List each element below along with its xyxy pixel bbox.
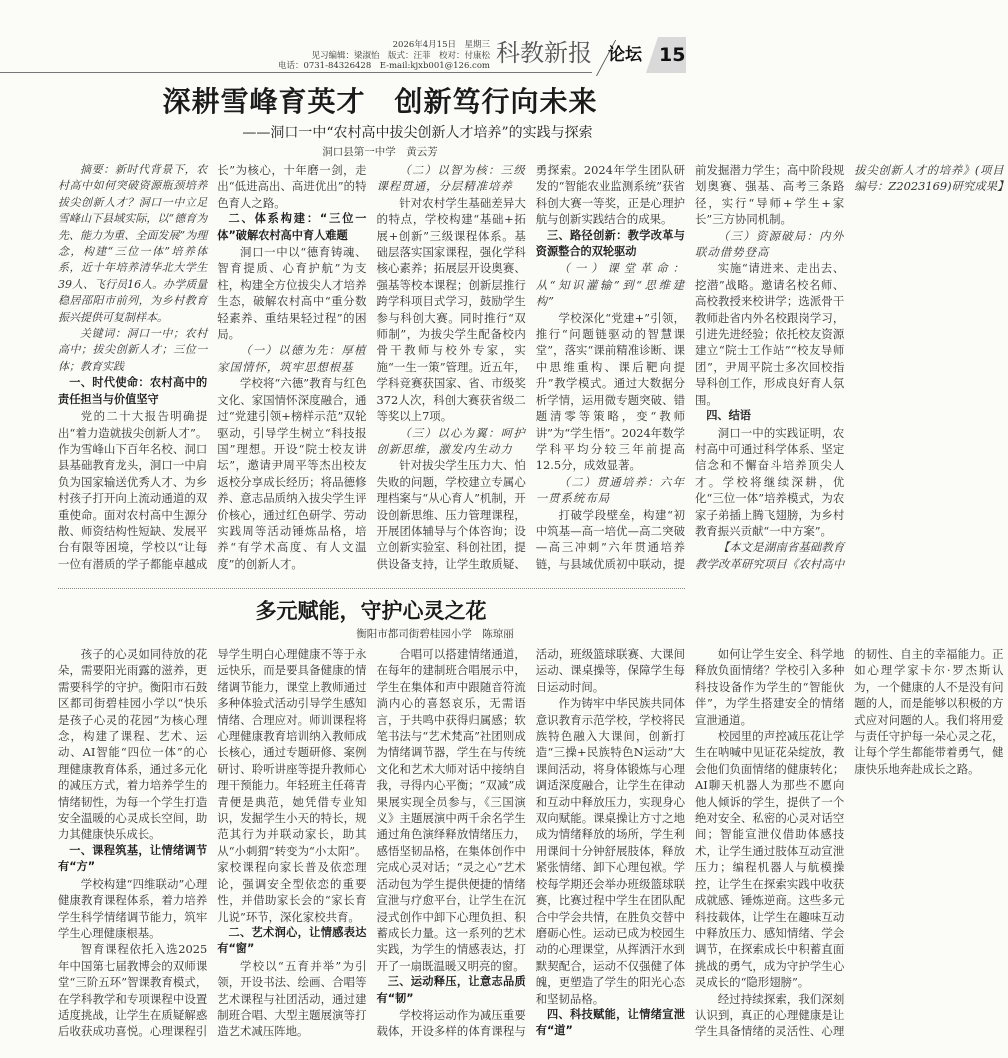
section-heading: 一、时代使命：农村高中的责任担当与价值坚守 (58, 376, 208, 406)
paragraph: 针对农村学生基础差异大的特点，学校构建“基础+拓展+创新”三级课程体系。基础层落实国家课程，强化学科核心素养；拓展层开设奥赛、强基等校本课程；创新层推行跨学科项目式学习，鼓励学生参与科创大赛。同时推行“双师制”，为拔尖学生配备校内骨干教师与校外专家，实施“一生一策”管理。近五年，学科竞赛获国家、省、市级奖372人次，科创大赛获省级二等奖以上7项。 (376, 195, 526, 424)
abstract-paragraph: 摘要：新时代背景下，农村高中如何突破资源瓶颈培养拔尖创新人才？洞口一中立足雪峰山下县域实际，以“德育为先、能力为重、全面发展”为理念，构建“三位一体”培养体系，近十年培养清华北大学生39人、飞行员16人。办学质量稳居邵阳市前列，为乡村教育振兴提供可复制样本。 (58, 163, 208, 324)
section-heading: 二、体系构建：“三位一体”破解农村高中育人难题 (217, 212, 367, 242)
newspaper-logo: 科教新报 (496, 39, 592, 67)
article1-subtitle: ——洞口一中“农村高中拔尖创新人才培养”的实践与探索 (242, 125, 593, 141)
subsection-heading: （一）课堂革命：从“知识灌输”到“思维建构” (535, 261, 685, 309)
paragraph: 校园里的声控减压花让学生在呐喊中见证花朵绽放，教会他们负面情绪的健康转化；AI聊天机器人为那些不愿向他人倾诉的学生，提供了一个绝对安全、私密的心灵对话空间；智能宣泄仪借助体感技术，让学生通过肢体互动宣泄压力；编程机器人与航模操控，让学生在探索实践中收获成就感、锤炼逆商。这些多元科技载体，让学生在趣味互动中释放压力、感知情绪、学会调节，在探索成长中积蓄直面挑战的勇气，成为守护学生心灵成长的“隐形翅膀”。 (695, 729, 845, 990)
section-heading: 一、课程筑基，让情绪调节有“方” (58, 843, 208, 874)
section-heading: 四、科技赋能，让情绪宣泄有“道” (535, 1007, 685, 1038)
subsection-heading: （三）资源破局：内外联动借势登高 (695, 228, 845, 260)
issue-date: 2026年4月15日 星期三 (392, 40, 490, 50)
paragraph: 实施“请进来、走出去、挖潜”战略。邀请名校名师、高校教授来校讲学；选派骨干教师赴省内外名校跟岗学习，引进先进经验；依托校友资源建立“院士工作站”“校友导师团”，尹周平院士多次回校指导科创工作，形成良好育人氛围。 (695, 261, 845, 407)
section-heading: 二、艺术润心，让情感表达有“窗” (217, 925, 367, 956)
paragraph: 学校将运动作为减压重要载体，开设多样的体育课程与活动，班级篮球联赛、大课间运动、课桌操等，保障学生每日运动时间。 (376, 647, 685, 1039)
subsection-heading: （一）以德为先：厚植家国情怀，筑牢思想根基 (217, 343, 367, 374)
article2-body (58, 646, 1004, 1054)
abstract-paragraph: 关键词：洞口一中；农村高中；拔尖创新人才；三位一体；教育实践 (58, 327, 208, 373)
paragraph: 洞口一中的实践证明，农村高中可通过科学体系、坚定信念和不懈奋斗培养顶尖人才。学校将继续深耕，优化“三位一体”培养模式，为农家子弟插上腾飞翅膀，为乡村教育振兴贡献“一中方案”。 (695, 425, 845, 538)
paragraph: 针对拔尖学生压力大、怕失败的问题，学校建立专属心理档案与“从心育人”机制，开设创新思维、压力管理课程，开展团体辅导与个体咨询；设立创新实验室、科创社团，提供设备支持，让学生敢质疑、勇探索。2024年学生团队研发的“智能农业监测系统”获省科创大赛一等奖，正是心理护航与创新实践结合的成果。 (376, 163, 685, 571)
header-rule (0, 72, 592, 73)
section-heading: 三、运动释压，让意志品质有“韧” (376, 975, 526, 1005)
section-heading: 四、结语 (706, 409, 751, 423)
section-heading: 三、路径创新：教学改革与资源整合的双轮驱动 (535, 228, 685, 259)
paragraph: 学校构建“四维联动”心理健康教育课程体系，着力培养学生科学情绪调节能力，筑牢学生心理健康根基。 (58, 876, 208, 940)
paragraph: 学校将“六德”教育与红色文化、家国情怀深度融合，通过“党建引领+榜样示范”双轮驱动，引导学生树立“科技报国”理想。开设“院士校友讲坛”，邀请尹周平等杰出校友返校分享成长经历；将品德修养、意志品质纳入拔尖学生评价核心，通过红色研学、劳动实践周等活动锤炼品格，培养“有学术高度、有人文温度”的创新人才。 (217, 376, 367, 571)
paragraph: 学校深化“党建+”引领，推行“问题链驱动的智慧课堂”，落实“课前精准诊断、课中思维重构、课后靶向提升”教学模式。通过大数据分析学情，运用微专题突破、错题清零等策略，变“教师讲”为“学生悟”。2024年数学学科平均分较三年前提高12.5分，成效显著。 (535, 310, 685, 473)
paragraph: 如何让学生安全、科学地释放负面情绪？学校引入多种科技设备作为学生的“智能伙伴”，为学生搭建安全的情绪宣泄通道。 (695, 647, 845, 727)
subsection-heading: （三）以心为翼：呵护创新思维，激发内生动力 (376, 425, 526, 456)
article1-body (58, 162, 1008, 582)
article2-title: 多元赋能，守护心灵之花 (255, 599, 487, 623)
paragraph: 经过持续探索，我们深刻认识到，真正的心理健康是让学生具备情绪的灵活性、心理的韧性、自主的幸福能力。正如心理学家卡尔·罗杰斯认为，一个健康的人不是没有问题的人，而是能够以积极的方式应对问题的人。我们将用爱与责任守护每一朵心灵之花，让每个学生都能带着勇气，健康快乐地奔赴成长之路。 (695, 647, 1004, 1039)
article1-title: 深耕雪峰育英才 创新笃行向未来 (162, 85, 598, 118)
contact-info: 电话：0731-84326428 E-mail:kjxb001@126.com (277, 61, 490, 71)
paragraph: 合唱可以搭建情绪通道，在每年的建制班合唱展示中，学生在集体和声中跟随音符流淌内心的喜怒哀乐，无需语言，于共鸣中获得归属感；软笔书法与“艺术梵高”社团则成为情绪调节器，学生在与传统文化和艺术大师对话中接纳自我，寻得内心平衡；“双减”成果展实现全员参与，《三国演义》主题展演中两千余名学生通过角色演绎释放情绪压力，感悟坚韧品格，在集体创作中完成心灵对话；“灵之心”艺术活动包为学生提供便捷的情绪宣泄与疗愈平台，让学生在沉浸式创作中卸下心理负担、积蓄成长力量。这一系列的艺术实践，为学生的情感表达，打开了一扇既温暖又明亮的窗。 (376, 647, 526, 973)
page-number: 15 (659, 44, 686, 66)
article1-author: 洞口县第一中学 黄云芳 (322, 146, 438, 158)
paragraph: 学校以“五育并举”为引领，开设书法、绘画、合唱等艺术课程与社团活动，通过建制班合唱、大型主题展演等打造艺术减压阵地。 (217, 958, 367, 1039)
masthead-info (250, 40, 490, 72)
subsection-heading: （二）以智为核：三级课程贯通，分层精准培养 (376, 163, 526, 194)
paragraph: 智育课程依托入选2025年中国第七届教博会的双师课堂“三阶五环”智课教育模式，在学科教学和专项课程中设置适度挑战，让学生在质疑解惑后收获成功喜悦。心理课程引导学生明白心理健康不等于永远快乐，而是要具备健康的情绪调节能力，课堂上教师通过多种体验式活动引导学生感知情绪、合理应对。师训课程将心理健康教育培训纳入教师成长核心，通过专题研修、案例研讨、聆听讲座等提升教师心理干预能力。年轻班主任蒋青青便是典范，她凭借专业知识，发掘学生小天的特长，规范其行为并联动家长，助其从“小刺猬”转变为“小太阳”。家校课程向家长普及依恋理论，强调安全型依恋的重要性，并借助家长会的“家长育儿说”环节，深化家校共育。 (58, 647, 367, 1039)
section-name: 论坛 (608, 45, 642, 65)
paragraph: 党的二十大报告明确提出“着力造就拔尖创新人才”。作为雪峰山下百年名校、洞口县基础教育龙头，洞口一中肩负为国家输送优秀人才、为乡村孩子打开向上流动通道的双重使命。面对农村高中生源分散、师资结构性短缺、发展平台有限等困境，学校以“让每一位有潜质的学子都能卓越成长”为核心，十年磨一剑，走出“低进高出、高进优出”的特色育人之路。 (58, 163, 367, 571)
subsection-heading: （二）贯通培养：六年一贯系统布局 (535, 474, 685, 506)
paragraph: 作为铸牢中华民族共同体意识教育示范学校，学校将民族特色融入大课间，创新打造“三操+民族特色N运动”大课间活动，将身体锻炼与心理调适深度融合，让学生在律动和互动中释放压力，实现身心双向赋能。课桌操让方寸之地成为情绪释放的场所，学生利用课间十分钟舒展肢体，释放紧张情绪、卸下心理包袱。学校每学期还会举办班级篮球联赛，比赛过程中学生在团队配合中学会共情，在胜负交替中磨砺心性。运动已成为校园生动的心理课堂，从挥洒汗水到默契配合，运动不仅强健了体魄，更塑造了学生的阳光心态和坚韧品格。 (535, 696, 685, 1006)
paragraph: 洞口一中以“德育铸魂、智育提质、心育护航”为支柱，构建全方位拔尖人才培养生态，破解农村高中“重分数轻素养、重结果轻过程”的困局。 (217, 245, 367, 342)
article2-author: 衡阳市都司街碧桂园小学 陈琼丽 (356, 628, 514, 640)
paragraph: 打破学段壁垒，构建“初中筑基—高一培优—高二突破—高三冲刺”六年贯通培养链，与县域优质初中联动，提前发掘潜力学生；高中阶段规划奥赛、强基、高考三条路径，实行“导师+学生+家长”三方协同机制。 (535, 163, 845, 571)
funding-note: 【本文是湖南省基础教育教学改革研究项目《农村高中拔尖创新人才的培养》(项目编号：Z2023169)研究成果】 (695, 163, 1008, 571)
editor-credits: 见习编辑：梁淑怡 版式：汪菲 校对：付康松 (311, 50, 490, 61)
article-divider (58, 588, 685, 589)
paragraph: 孩子的心灵如同待放的花朵，需要阳光雨露的滋养，更需要科学的守护。衡阳市石鼓区都司街碧桂园小学以“快乐是孩子心灵的花园”为核心理念，构建了课程、艺术、运动、AI智能“四位一体”的心理健康教育体系，通过多元化的减压方式，着力培养学生的情绪韧性，为每一个学生打造安全温暖的心灵成长空间，助力其健康快乐成长。 (58, 647, 208, 842)
